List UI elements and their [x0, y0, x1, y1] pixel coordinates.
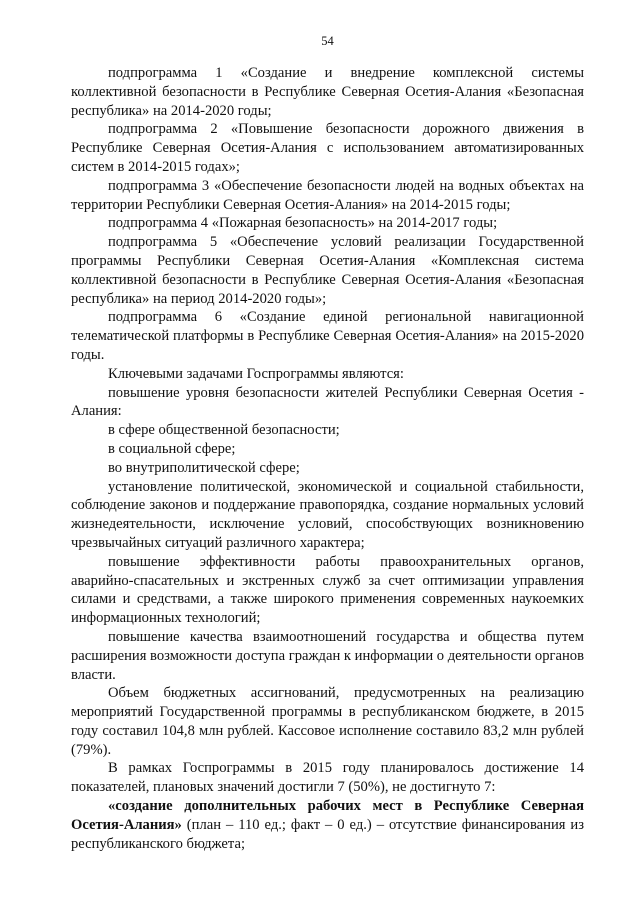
paragraph-budget: Объем бюджетных ассигнований, предусмотренных на реализацию мероприятий Государственной программы в республиканском бюджете, в 2015 году составил 104,8 млн рублей. Кассовое исполнение составило 83,2 млн рублей (79%). — [71, 685, 584, 758]
jobs-indicator-title: «создание дополнительных рабочих мест в Республике Северная Осетия-Алания» — [71, 798, 584, 833]
paragraph-state-society: повышение качества взаимоотношений государства и общества путем расширения возможности доступа граждан к информации о деятельности органов власти. — [71, 628, 584, 683]
paragraph-stability: установление политической, экономической и социальной стабильности, соблюдение законов и поддержание правопорядка, создание нормальных условий жизнедеятельности, исключение условий, способствующих возникновению чрезвычайных ситуаций различного характера; — [71, 478, 584, 551]
paragraph-subprogram-1: подпрограмма 1 «Создание и внедрение комплексной системы коллективной безопасности в Республике Северная Осетия-Алания «Безопасная республика» на 2014-2020 годы; — [71, 65, 584, 119]
paragraph-domestic-politics: во внутриполитической сфере; — [108, 459, 300, 476]
paragraph-task-safety: повышение уровня безопасности жителей Республики Северная Осетия - Алания: — [71, 384, 584, 420]
paragraph-subprogram-2: подпрограмма 2 «Повышение безопасности дорожного движения в Республике Северная Осетия-Алания с использованием автоматизированных систем в 2014-2015 годах»; — [71, 121, 584, 175]
paragraph-subprogram-6: подпрограмма 6 «Создание единой региональной навигационной телематической платформы в Республике Северная Осетия-Алания» на 2015-2020 годы. — [71, 309, 584, 363]
paragraph-subprogram-5: подпрограмма 5 «Обеспечение условий реализации Государственной программы Республики Северная Осетия-Алания «Комплексная система коллективной безопасности в Республике Северная Осетия-Алания «Безопасная республика» на период 2014-2020 годы»; — [71, 234, 584, 307]
page-number: 54 — [321, 34, 334, 48]
paragraph-efficiency: повышение эффективности работы правоохранительных органов, аварийно-спасательных и экстренных служб за счет оптимизации управления силами и средствами, а также широкого применения современных наукоемких информационных технологий; — [71, 553, 584, 627]
paragraph-additional-jobs — [71, 797, 584, 853]
jobs-indicator-detail: (план – 110 ед.; факт – 0 ед.) – отсутствие финансирования из республиканского бюджета; — [71, 816, 584, 852]
paragraph-key-tasks-intro: Ключевыми задачами Госпрограммы являются: — [108, 365, 404, 382]
paragraph-social-sphere: в социальной сфере; — [108, 440, 236, 457]
paragraph-subprogram-3: подпрограмма 3 «Обеспечение безопасности людей на водных объектах на территории Республики Северная Осетия-Алания» на 2014-2015 годы; — [71, 177, 584, 213]
paragraph-subprogram-4: подпрограмма 4 «Пожарная безопасность» на 2014-2017 годы; — [108, 215, 498, 232]
paragraph-indicators: В рамках Госпрограммы в 2015 году планировалось достижение 14 показателей, плановых значений достигли 7 (50%), не достигнуто 7: — [71, 760, 584, 796]
paragraph-public-safety: в сфере общественной безопасности; — [108, 422, 340, 439]
document-body — [71, 64, 584, 853]
